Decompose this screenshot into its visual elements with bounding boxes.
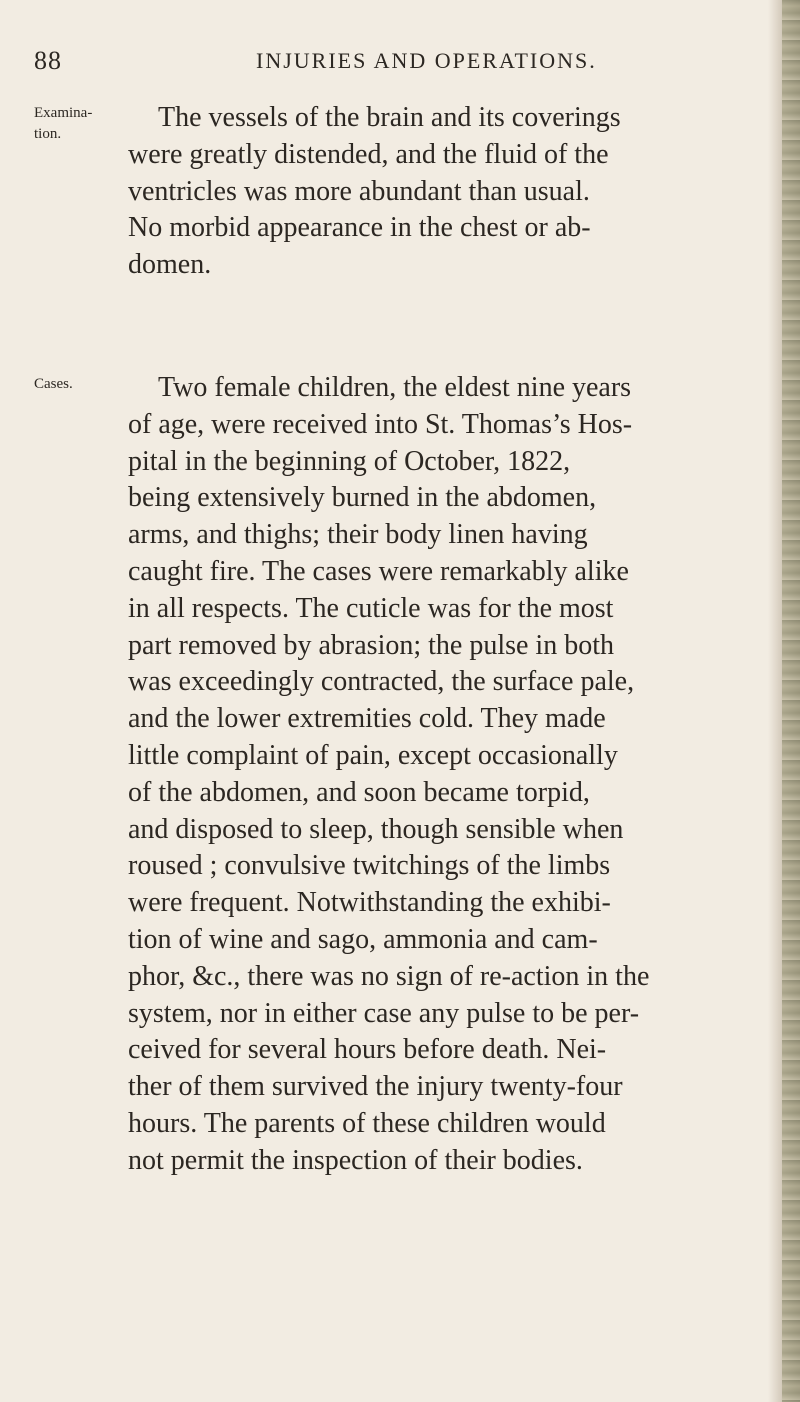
text-line: pital in the beginning of October, 1822, (128, 445, 571, 477)
text-line: was exceedingly contracted, the surface pale, (128, 666, 635, 698)
text-line: part removed by abrasion; the pulse in both (128, 629, 614, 661)
text-line: of age, were received into St. Thomas’s Hos- (128, 408, 633, 440)
text-line: hours. The parents of these children would (128, 1107, 606, 1139)
text-line: No morbid appearance in the chest or ab- (128, 212, 591, 244)
text-line: Two female children, the eldest nine years (158, 372, 632, 403)
text-line: The vessels of the brain and its coverings (158, 102, 621, 133)
text-line: ventricles was more abundant than usual. (128, 175, 590, 207)
text-line: not permit the inspection of their bodies. (128, 1144, 583, 1176)
page-header (0, 46, 800, 86)
margin-note-examination (34, 103, 104, 145)
text-line: of the abdomen, and soon became torpid, (128, 776, 590, 808)
text-line: domen. (128, 249, 212, 281)
text-line: tion of wine and sago, ammonia and cam- (128, 923, 598, 955)
running-head: INJURIES AND OPERATIONS. (256, 48, 597, 73)
paragraph-cases (128, 370, 768, 1180)
text-line: system, nor in either case any pulse to be per- (128, 997, 640, 1029)
text-line: and disposed to sleep, though sensible when (128, 813, 624, 845)
text-line: in all respects. The cuticle was for the most (128, 592, 614, 624)
text-line: ther of them survived the injury twenty-four (128, 1071, 623, 1103)
text-line: phor, &c., there was no sign of re-action in the (128, 960, 650, 992)
text-line: roused ; convulsive twitchings of the limbs (128, 850, 611, 882)
paragraph-examination (128, 100, 768, 284)
text-line: arms, and thighs; their body linen having (128, 519, 588, 551)
text-line: being extensively burned in the abdomen, (128, 482, 597, 514)
text-line: and the lower extremities cold. They made (128, 703, 606, 735)
text-line: caught fire. The cases were remarkably alike (128, 555, 629, 587)
page-number: 88 (34, 46, 62, 75)
text-line: little complaint of pain, except occasionally (128, 739, 618, 771)
text-line: ceived for several hours before death. Nei- (128, 1034, 607, 1066)
text-line: were greatly distended, and the fluid of the (128, 138, 609, 170)
margin-note-line: Examina- (34, 105, 93, 121)
margin-note-cases: Cases. (34, 376, 73, 392)
page-edge (782, 0, 800, 1402)
margin-note-line: tion. (34, 126, 62, 142)
text-line: were frequent. Notwithstanding the exhibi- (128, 887, 611, 919)
